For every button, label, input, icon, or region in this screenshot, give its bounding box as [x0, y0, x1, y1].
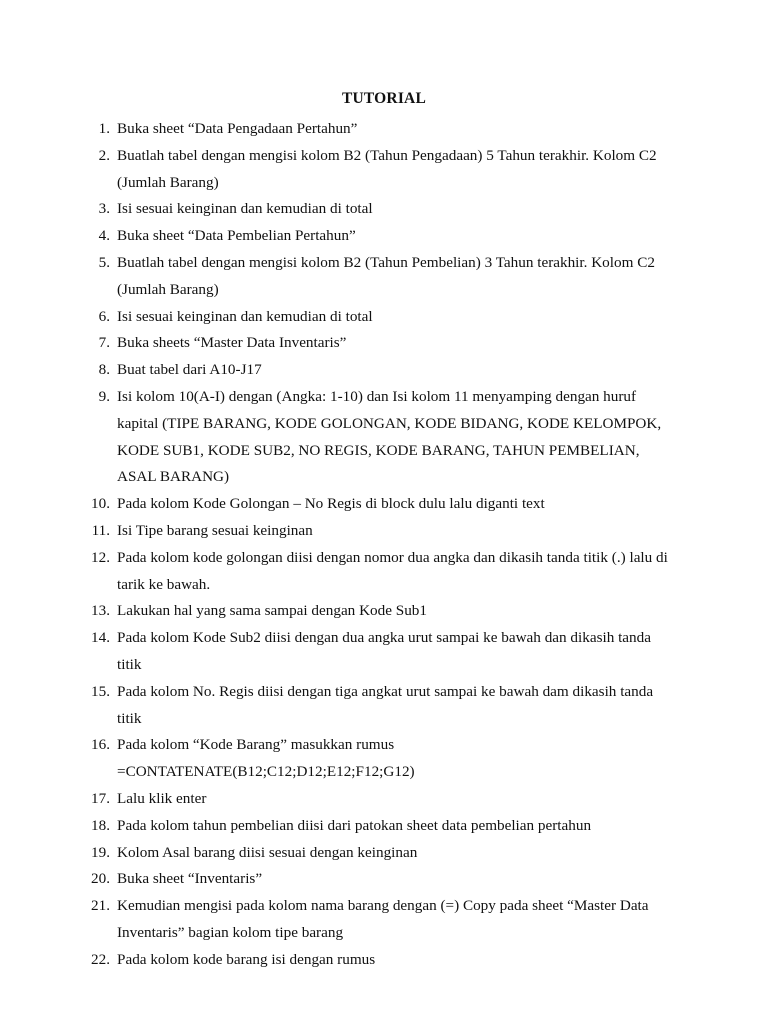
tutorial-step [0, 250, 768, 304]
step-text: Isi sesuai keinginan dan kemudian di total [117, 307, 373, 325]
step-number: 14. [91, 629, 110, 647]
tutorial-step [0, 893, 768, 947]
step-number: 15. [91, 682, 110, 700]
tutorial-step [0, 625, 768, 679]
step-text: Lalu klik enter [117, 789, 207, 807]
step-text: Pada kolom kode golongan diisi dengan nomor dua angka dan dikasih tanda titik (.) lalu di tarik ke bawah. [117, 548, 668, 593]
step-text: Buatlah tabel dengan mengisi kolom B2 (Tahun Pengadaan) 5 Tahun terakhir. Kolom C2 (Jumlah Barang) [117, 146, 657, 191]
step-text: Buka sheet “Data Pembelian Pertahun” [117, 227, 356, 245]
step-number: 2. [98, 146, 110, 164]
step-number: 21. [91, 897, 110, 915]
step-text: Isi kolom 10(A-I) dengan (Angka: 1-10) dan Isi kolom 11 menyamping dengan huruf kapital (TIPE BARANG, KODE GOLONGAN, KODE BIDANG, KODE KELOMPOK, KODE SUB1, KODE SUB2, NO REGIS, KODE BARANG, TAHUN PEMBELIAN, ASAL BARANG) [117, 387, 662, 486]
step-number: 6. [98, 307, 110, 325]
step-number: 12. [91, 548, 110, 566]
step-number: 9. [98, 387, 110, 405]
step-text: Lakukan hal yang sama sampai dengan Kode Sub1 [117, 602, 427, 620]
step-text: Buatlah tabel dengan mengisi kolom B2 (Tahun Pembelian) 3 Tahun terakhir. Kolom C2 (Jumlah Barang) [117, 253, 655, 298]
step-text: Pada kolom Kode Golongan – No Regis di block dulu lalu diganti text [117, 495, 545, 513]
step-text: Kolom Asal barang diisi sesuai dengan keinginan [117, 843, 418, 861]
document-title: TUTORIAL [341, 90, 426, 107]
step-number: 3. [98, 200, 110, 218]
tutorial-step [0, 679, 768, 733]
step-number: 20. [91, 870, 110, 888]
step-number: 1. [98, 120, 110, 137]
tutorial-step [0, 732, 768, 786]
step-text: Buat tabel dari A10-J17 [117, 361, 262, 379]
tutorial-step [0, 116, 768, 143]
step-number: 10. [91, 495, 110, 513]
tutorial-step [0, 598, 768, 625]
step-number: 5. [98, 253, 110, 271]
tutorial-step [0, 384, 768, 491]
tutorial-step [0, 223, 768, 250]
step-number: 11. [91, 521, 110, 539]
tutorial-step [0, 947, 768, 974]
step-number: 16. [91, 736, 110, 754]
step-text: Buka sheets “Master Data Inventaris” [117, 334, 347, 352]
tutorial-step [0, 143, 768, 197]
step-text: Isi sesuai keinginan dan kemudian di total [117, 200, 373, 218]
step-number: 17. [91, 789, 110, 807]
tutorial-step [0, 304, 768, 331]
step-text: Pada kolom Kode Sub2 diisi dengan dua angka urut sampai ke bawah dan dikasih tanda titik [117, 629, 651, 673]
step-number: 18. [91, 816, 110, 834]
step-text: Kemudian mengisi pada kolom nama barang dengan (=) Copy pada sheet “Master Data Inventaris” bagian kolom tipe barang [117, 897, 649, 941]
step-text: Buka sheet “Inventaris” [117, 870, 263, 888]
tutorial-step-list [0, 116, 768, 974]
tutorial-step [0, 196, 768, 223]
step-text: Buka sheet “Data Pengadaan Pertahun” [117, 120, 358, 137]
tutorial-step [0, 840, 768, 867]
step-number: 13. [91, 602, 110, 620]
tutorial-step [0, 330, 768, 357]
step-number: 4. [98, 227, 110, 245]
step-text: Pada kolom No. Regis diisi dengan tiga angkat urut sampai ke bawah dam dikasih tanda titik [117, 682, 654, 727]
tutorial-step [0, 545, 768, 599]
tutorial-step [0, 813, 768, 840]
step-number: 22. [91, 950, 110, 968]
step-text: Pada kolom kode barang isi dengan rumus [117, 950, 376, 968]
step-text: Pada kolom “Kode Barang” masukkan rumus =CONTATENATE(B12;C12;D12;E12;F12;G12) [117, 736, 415, 781]
tutorial-step [0, 866, 768, 893]
tutorial-step [0, 786, 768, 813]
step-number: 19. [91, 843, 110, 861]
step-number: 7. [98, 334, 110, 352]
tutorial-step [0, 518, 768, 545]
step-number: 8. [98, 361, 110, 379]
tutorial-step [0, 491, 768, 518]
tutorial-step [0, 357, 768, 384]
step-text: Isi Tipe barang sesuai keinginan [117, 521, 313, 539]
step-text: Pada kolom tahun pembelian diisi dari patokan sheet data pembelian pertahun [117, 816, 592, 834]
